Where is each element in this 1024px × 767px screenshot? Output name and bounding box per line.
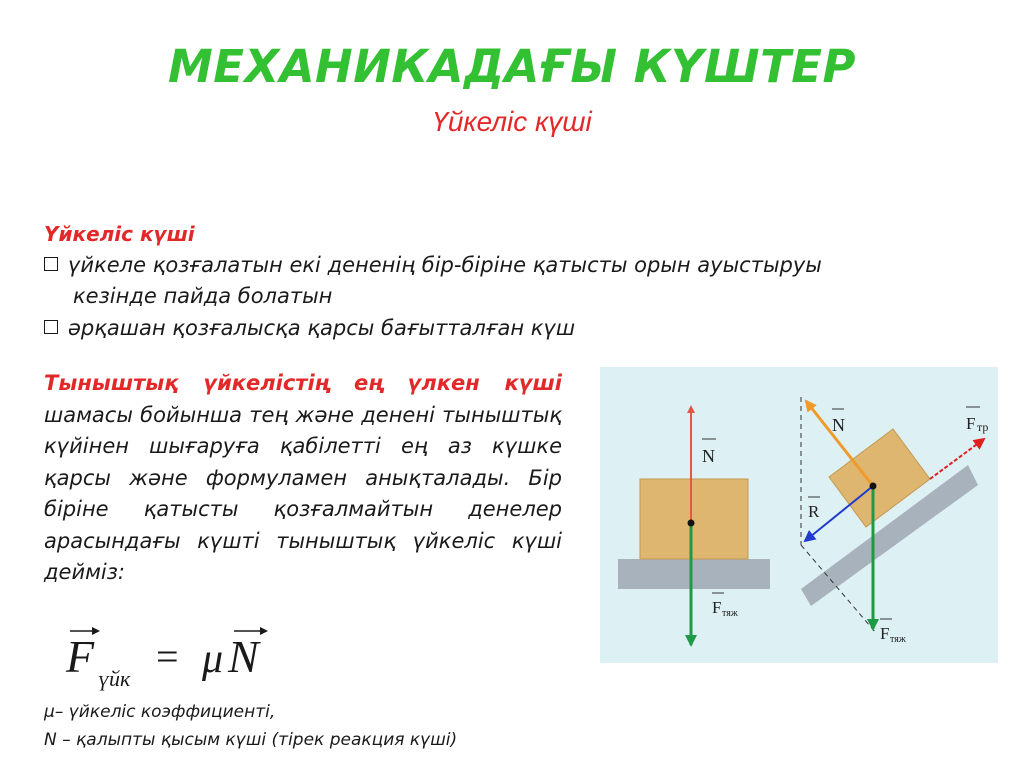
static-friction-paragraph (44, 368, 562, 589)
label-f-left-sub: тяж (722, 608, 738, 619)
friction-formula (64, 620, 294, 700)
definition-heading: Үйкеліс күші (44, 222, 195, 246)
label-f-right-sub: тяж (890, 634, 906, 645)
label-n-right: N (832, 415, 845, 435)
legend-normal: N – қалыпты қысым күші (тірек реакция күші) (44, 730, 458, 750)
horizontal-surface (618, 559, 770, 589)
formula-mu: μ (202, 636, 224, 682)
friction-forces-figure (600, 367, 998, 663)
formula-subscript: үйк (98, 666, 131, 691)
label-ffr: F (966, 414, 976, 433)
label-n-left: N (702, 446, 715, 466)
checkbox-bullet-icon (44, 320, 58, 334)
formula-equals: = (156, 634, 179, 679)
center-point-right (870, 483, 877, 490)
label-f-right: F (880, 624, 890, 643)
bullet-text-continuation: кезінде пайда болатын (73, 284, 333, 308)
label-f-left: F (712, 598, 722, 617)
legend-mu-symbol: μ (44, 702, 55, 722)
bullet-item-2 (44, 313, 575, 344)
paragraph-text: шамасы бойынша тең және денені тыныштық күйінен шығаруға қабілетті ең аз күшке қарсы және формуламен анықталады. Бір біріне қатысты қозғалмайтын денелер арасындағы күшті тыныштық үйкеліс күші дейміз: (44, 402, 562, 584)
paragraph-highlight: Тыныштық үйкелістің ең үлкен күші (44, 371, 562, 395)
slide-subtitle: Үйкеліс күші (432, 106, 592, 137)
center-point-left (688, 520, 695, 527)
bullet-item-1 (44, 250, 822, 312)
block-left (640, 479, 748, 559)
formula-normal-symbol: N (228, 631, 259, 682)
label-r: R (808, 502, 820, 521)
bullet-text: үйкеле қозғалатын екі дененің бір-біріне қатысты орын ауыстыруы (68, 253, 822, 277)
checkbox-bullet-icon (44, 257, 58, 271)
legend-mu-text: – үйкеліс коэффициенті, (54, 702, 276, 722)
formula-force-symbol: F (66, 631, 95, 682)
bullet-text: әрқашан қозғалысқа қарсы бағытталған күш (68, 316, 576, 340)
slide-title: МЕХАНИКАДАҒЫ КҮШТЕР (168, 40, 856, 93)
label-ffr-sub: тр (977, 420, 989, 434)
legend-mu (44, 702, 275, 722)
